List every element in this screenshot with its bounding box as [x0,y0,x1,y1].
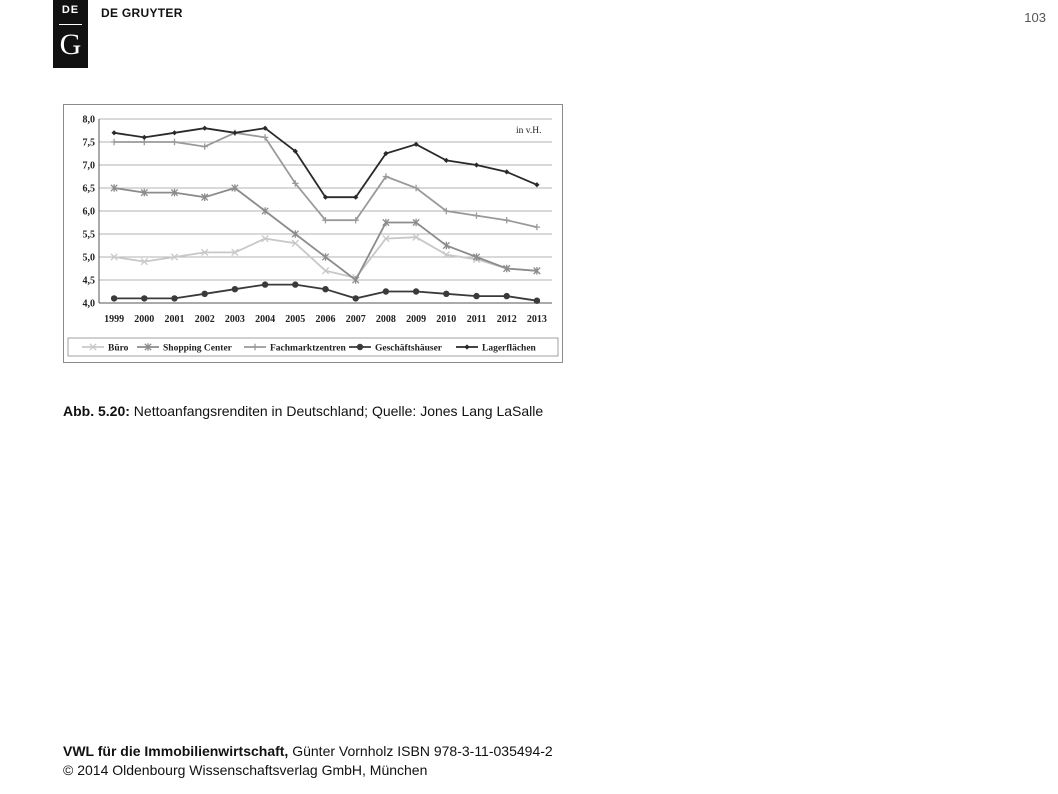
legend-label: Fachmarktzentren [270,343,346,354]
data-point-series-3 [353,295,359,301]
y-tick-label: 7,5 [82,137,95,149]
y-tick-label: 4,5 [82,275,95,287]
page-footer [63,742,553,780]
data-point-series-2 [202,143,208,149]
data-point-series-2 [504,217,510,223]
publisher-name: DE GRUYTER [101,6,183,20]
data-point-series-3 [111,295,117,301]
data-point-series-3 [171,295,177,301]
data-point-series-3 [202,291,208,297]
data-point-series-2 [171,139,177,145]
caption-label: Abb. 5.20: [63,403,130,419]
data-point-series-2 [111,139,117,145]
x-tick-label: 2009 [406,314,427,325]
x-tick-label: 2003 [224,314,245,325]
series-line-4 [114,128,537,197]
line-chart [64,105,562,362]
data-point-series-4 [142,135,147,140]
y-tick-label: 8,0 [82,114,95,126]
x-tick-label: 2000 [134,314,155,325]
data-point-series-4 [474,162,479,167]
data-point-series-3 [534,298,540,304]
data-point-series-2 [534,224,540,230]
data-point-series-4 [202,126,207,131]
data-point-series-3 [262,281,268,287]
data-point-series-3 [322,286,328,292]
legend-label: Büro [108,343,129,354]
data-point-series-3 [443,291,449,297]
figure-caption [63,403,543,419]
y-tick-label: 5,0 [82,252,95,264]
data-point-series-3 [232,286,238,292]
legend-swatch-marker [357,344,363,350]
data-point-series-3 [383,288,389,294]
x-tick-label: 2008 [375,314,396,325]
footer-book-info: Günter Vornholz ISBN 978-3-11-035494-2 [292,743,553,759]
legend-label: Shopping Center [163,343,232,354]
logo-divider [59,24,82,25]
data-point-series-3 [413,288,419,294]
y-tick-label: 4,0 [82,298,95,310]
y-tick-label: 7,0 [82,160,95,172]
footer-copyright: © 2014 Oldenbourg Wissenschaftsverlag GmbH, München [63,762,428,778]
x-tick-label: 2011 [466,314,487,325]
x-tick-label: 2004 [255,314,276,325]
x-tick-label: 2013 [526,314,547,325]
x-tick-label: 2005 [285,314,306,325]
caption-text: Nettoanfangsrenditen in Deutschland; Quelle: Jones Lang LaSalle [133,403,544,419]
x-tick-label: 2001 [164,314,185,325]
x-tick-label: 1999 [104,314,125,325]
y-tick-label: 6,0 [82,206,95,218]
unit-annotation: in v.H. [516,126,542,136]
footer-book-title: VWL für die Immobilienwirtschaft, [63,743,289,759]
publisher-logo [53,0,88,68]
data-point-series-4 [534,182,539,187]
legend-label: Lagerflächen [482,343,536,354]
data-point-series-3 [473,293,479,299]
data-point-series-4 [172,130,177,135]
logo-g-text: G [59,28,82,61]
data-point-series-2 [473,212,479,218]
x-tick-label: 2006 [315,314,336,325]
logo-de-text: DE [61,4,80,16]
y-tick-label: 5,5 [82,229,95,241]
data-point-series-4 [504,169,509,174]
data-point-series-3 [292,281,298,287]
x-tick-label: 2002 [194,314,215,325]
data-point-series-4 [112,130,117,135]
page-number: 103 [1024,10,1046,25]
x-tick-label: 2012 [496,314,517,325]
data-point-series-3 [504,293,510,299]
data-point-series-3 [141,295,147,301]
x-tick-label: 2007 [345,314,366,325]
y-tick-label: 6,5 [82,183,95,195]
chart-frame [63,104,563,363]
legend-label: Geschäftshäuser [375,343,443,354]
x-tick-label: 2010 [436,314,457,325]
series-line-2 [114,133,537,227]
